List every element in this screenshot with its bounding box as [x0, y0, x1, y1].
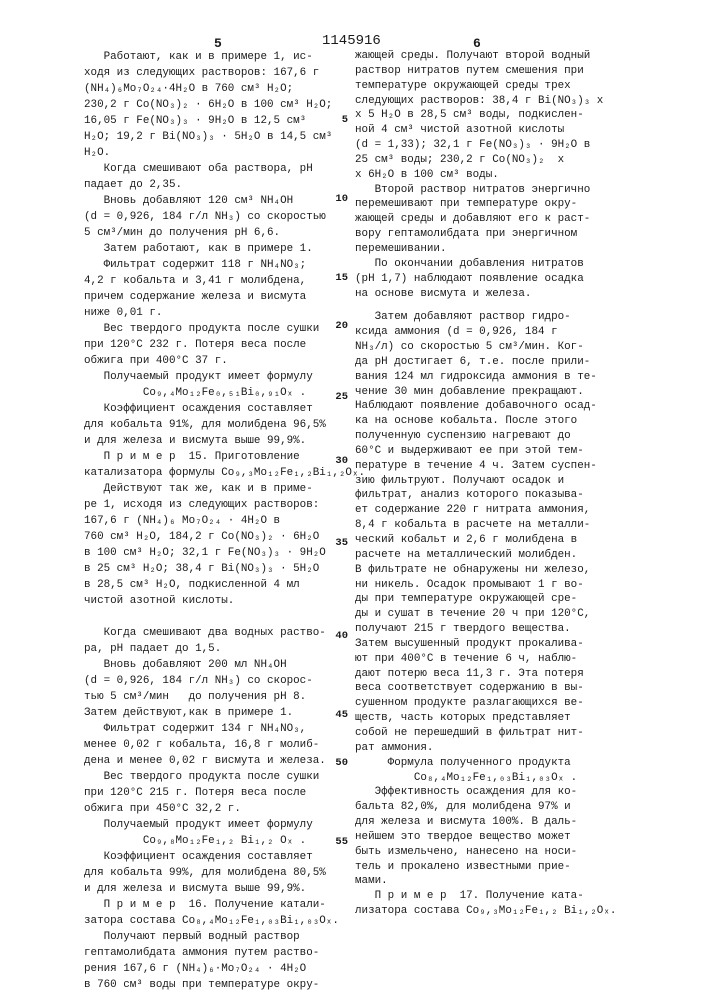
text-line: Действуют так же, как и в приме-	[84, 481, 365, 497]
margin-line-number: 50	[330, 757, 348, 769]
text-line: H₂O; 19,2 г Bi(NO₃)₃ · 5H₂O в 14,5 см³	[84, 129, 365, 145]
text-line: 4,2 г кобальта и 3,41 г молибдена,	[84, 273, 365, 289]
paragraph-gap	[84, 609, 365, 625]
text-line: менее 0,02 г кобальта, 16,8 г молиб-	[84, 737, 365, 753]
text-line: Получаемый продукт имеет формулу	[84, 817, 365, 833]
text-line: (d = 0,926, 184 г/л NH₃) со скорос-	[84, 673, 365, 689]
text-line: ра, pH падает до 1,5.	[84, 641, 365, 657]
text-line: П р и м е р 15. Приготовление	[84, 449, 365, 465]
margin-line-number: 45	[330, 709, 348, 721]
text-line: катализатора формулы Co₉,₃Mo₁₂Fe₁,₂Bi₁,₂Oₓ.	[84, 465, 365, 481]
text-line: Вес твердого продукта после сушки	[84, 769, 365, 785]
text-line: 25 см³ воды; 230,2 г Co(NO₃)₂ x	[355, 153, 616, 168]
text-line: Затем высушенный продукт прокалива-	[355, 637, 616, 652]
text-line: Вновь добавляют 200 мл NH₄OH	[84, 657, 365, 673]
text-line: падает до 2,35.	[84, 177, 365, 193]
text-line: ной 4 см³ чистой азотной кислоты	[355, 123, 616, 138]
text-line: при 120°C 232 г. Потеря веса после	[84, 337, 365, 353]
text-line: Наблюдают появление добавочного осад-	[355, 399, 616, 414]
text-line: вания 124 мл гидроксида аммония в те-	[355, 370, 616, 385]
text-line: фильтрат, анализ которого показыва-	[355, 488, 616, 503]
text-line: ниже 0,01 г.	[84, 305, 365, 321]
text-line: ды и сушат в течение 20 ч при 120°C,	[355, 607, 616, 622]
patent-number: 1145916	[322, 33, 381, 49]
text-line: ют при 400°C в течение 6 ч, наблю-	[355, 652, 616, 667]
margin-line-number: 15	[330, 272, 348, 284]
text-line: чение 30 мин добавление прекращают.	[355, 385, 616, 400]
margin-line-number: 30	[330, 455, 348, 467]
text-line: для кобальта 91%, для молибдена 96,5%	[84, 417, 365, 433]
text-line: Вес твердого продукта после сушки	[84, 321, 365, 337]
text-line: Вновь добавляют 120 см³ NH₄OH	[84, 193, 365, 209]
text-line: Когда смешивают оба раствора, pH	[84, 161, 365, 177]
text-line: зию фильтруют. Получают осадок и	[355, 474, 616, 489]
text-line: для железа и висмута 100%. В даль-	[355, 815, 616, 830]
text-line: ществ, часть которых представляет	[355, 711, 616, 726]
text-line: перемешивают при температуре окру-	[355, 197, 616, 212]
text-line: 5 см³/мин до получения pH 6,6.	[84, 225, 365, 241]
margin-line-number: 40	[330, 630, 348, 642]
margin-line-number: 10	[330, 193, 348, 205]
text-line: ни никель. Осадок промывают 1 г во-	[355, 578, 616, 593]
text-line: 230,2 г Co(NO₃)₂ · 6H₂O в 100 см³ H₂O;	[84, 97, 365, 113]
margin-line-number: 20	[330, 320, 348, 332]
text-line: и для железа и висмута выше 99,9%.	[84, 433, 365, 449]
text-line: Co₈,₄Mo₁₂Fe₁,₀₃Bi₁,₀₃Oₓ .	[355, 771, 616, 786]
text-line: тью 5 см³/мин до получения pH 8.	[84, 689, 365, 705]
text-line: обжига при 450°C 32,2 г.	[84, 801, 365, 817]
text-line: при 120°C 215 г. Потеря веса после	[84, 785, 365, 801]
text-line: рения 167,6 г (NH₄)₆·Mo₇O₂₄ · 4H₂O	[84, 961, 365, 977]
text-line: NH₃/л) со скоростью 5 см³/мин. Ког-	[355, 340, 616, 355]
text-line: Коэффициент осаждения составляет	[84, 849, 365, 865]
text-line: 760 см³ H₂O, 184,2 г Co(NO₃)₂ · 6H₂O	[84, 529, 365, 545]
text-line: П р и м е р 17. Получение ката-	[355, 889, 616, 904]
text-line: сушенном продукте разлагающихся ве-	[355, 696, 616, 711]
text-line: вору гептамолибдата при энергичном	[355, 227, 616, 242]
margin-line-number: 25	[330, 391, 348, 403]
text-line: Фильтрат содержит 134 г NH₄NO₃,	[84, 721, 365, 737]
text-line: бальта 82,0%, для молибдена 97% и	[355, 800, 616, 815]
text-line: В фильтрате не обнаружены ни железо,	[355, 563, 616, 578]
text-line: быть измельчено, нанесено на носи-	[355, 845, 616, 860]
text-line: (d = 1,33); 32,1 г Fe(NO₃)₃ · 9H₂O в	[355, 138, 616, 153]
text-line: лизатора состава Co₉,₃Mo₁₂Fe₁,₂ Bi₁,₂Oₓ.	[355, 904, 616, 919]
text-line: тель и прокалено известными прие-	[355, 860, 616, 875]
text-line: Эффективность осаждения для ко-	[355, 785, 616, 800]
text-line: Второй раствор нитратов энергично	[355, 183, 616, 198]
text-line: перемешивании.	[355, 242, 616, 257]
margin-line-number: 35	[330, 537, 348, 549]
text-line: Коэффициент осаждения составляет	[84, 401, 365, 417]
text-line: собой не перешедший в фильтрат нит-	[355, 726, 616, 741]
text-line: ческий кобальт и 2,6 г молибдена в	[355, 533, 616, 548]
text-line: на основе висмута и железа.	[355, 287, 616, 302]
page-number-right: 6	[473, 36, 481, 51]
text-line: в 760 см³ воды при температуре окру-	[84, 977, 365, 993]
text-line: ет содержание 220 г нитрата аммония,	[355, 503, 616, 518]
text-line: x 5 H₂O в 28,5 см³ воды, подкислен-	[355, 108, 616, 123]
text-line: ка на основе кобальта. После этого	[355, 414, 616, 429]
text-line: ды при температуре окружающей сре-	[355, 592, 616, 607]
text-line: Работают, как и в примере 1, ис-	[84, 49, 365, 65]
text-line: 16,05 г Fe(NO₃)₃ · 9H₂O в 12,5 см³	[84, 113, 365, 129]
text-line: чистой азотной кислоты.	[84, 593, 365, 609]
page-number-left: 5	[214, 36, 222, 51]
text-line: рат аммония.	[355, 741, 616, 756]
text-line: жающей среды и добавляют его к раст-	[355, 212, 616, 227]
text-line: для кобальта 99%, для молибдена 80,5%	[84, 865, 365, 881]
text-line: следующих растворов: 38,4 г Bi(NO₃)₃ x	[355, 94, 616, 109]
text-line: (d = 0,926, 184 г/л NH₃) со скоростью	[84, 209, 365, 225]
text-line: Co₉,₄Mo₁₂Fe₀,₅₁Bi₀,₉₁Oₓ .	[84, 385, 365, 401]
text-line: 60°C и выдерживают ее при этой тем-	[355, 444, 616, 459]
text-line: в 25 см³ H₂O; 38,4 г Bi(NO₃)₃ · 5H₂O	[84, 561, 365, 577]
text-line: ходя из следующих растворов: 167,6 г	[84, 65, 365, 81]
text-line: (NH₄)₆Mo₇O₂₄·4H₂O в 760 см³ H₂O;	[84, 81, 365, 97]
text-line: Формула полученного продукта	[355, 756, 616, 771]
text-line: веса соответствует содержанию в вы-	[355, 681, 616, 696]
text-line: обжига при 400°C 37 г.	[84, 353, 365, 369]
text-line: дают потерю веса 11,3 г. Эта потеря	[355, 667, 616, 682]
text-line: H₂O.	[84, 145, 365, 161]
text-line: нейшем это твердое вещество может	[355, 830, 616, 845]
text-line: и для железа и висмута выше 99,9%.	[84, 881, 365, 897]
text-line: (pH 1,7) наблюдают появление осадка	[355, 272, 616, 287]
text-line: Затем добавляют раствор гидро-	[355, 310, 616, 325]
text-line: Когда смешивают два водных раство-	[84, 625, 365, 641]
text-line: Затем работают, как в примере 1.	[84, 241, 365, 257]
right-column-text	[355, 49, 616, 919]
text-line: получают 215 г твердого вещества.	[355, 622, 616, 637]
text-line: затора состава Co₈,₄Mo₁₂Fe₁,₀₃Bi₁,₀₃Oₓ.	[84, 913, 365, 929]
text-line: жающей среды. Получают второй водный	[355, 49, 616, 64]
text-line: По окончании добавления нитратов	[355, 257, 616, 272]
text-line: ксида аммония (d = 0,926, 184 г	[355, 325, 616, 340]
text-line: 8,4 г кобальта в расчете на металли-	[355, 518, 616, 533]
text-line: в 100 см³ H₂O; 32,1 г Fe(NO₃)₃ · 9H₂O	[84, 545, 365, 561]
text-line: Получают первый водный раствор	[84, 929, 365, 945]
paragraph-gap	[355, 301, 616, 310]
text-line: пературе в течение 4 ч. Затем суспен-	[355, 459, 616, 474]
margin-line-number: 5	[330, 114, 348, 126]
margin-line-number: 55	[330, 836, 348, 848]
text-line: Фильтрат содержит 118 г NH₄NO₃;	[84, 257, 365, 273]
text-line: ре 1, исходя из следующих растворов:	[84, 497, 365, 513]
text-line: 167,6 г (NH₄)₆ Mo₇O₂₄ · 4H₂O в	[84, 513, 365, 529]
text-line: дена и менее 0,02 г висмута и железа.	[84, 753, 365, 769]
text-line: Получаемый продукт имеет формулу	[84, 369, 365, 385]
text-line: П р и м е р 16. Получение катали-	[84, 897, 365, 913]
text-line: да pH достигает 6, т.е. после прили-	[355, 355, 616, 370]
text-line: x 6H₂O в 100 см³ воды.	[355, 168, 616, 183]
text-line: Затем действуют,как в примере 1.	[84, 705, 365, 721]
text-line: раствор нитратов путем смешения при	[355, 64, 616, 79]
text-line: Co₉,₈Mo₁₂Fe₁,₂ Bi₁,₂ Oₓ .	[84, 833, 365, 849]
left-column-text	[84, 49, 365, 993]
text-line: причем содержание железа и висмута	[84, 289, 365, 305]
text-line: расчете на металлический молибден.	[355, 548, 616, 563]
text-line: гептамолибдата аммония путем раство-	[84, 945, 365, 961]
text-line: полученную суспензию нагревают до	[355, 429, 616, 444]
text-line: в 28,5 см³ H₂O, подкисленной 4 мл	[84, 577, 365, 593]
text-line: мами.	[355, 874, 616, 889]
text-line: температуре окружающей среды трех	[355, 79, 616, 94]
